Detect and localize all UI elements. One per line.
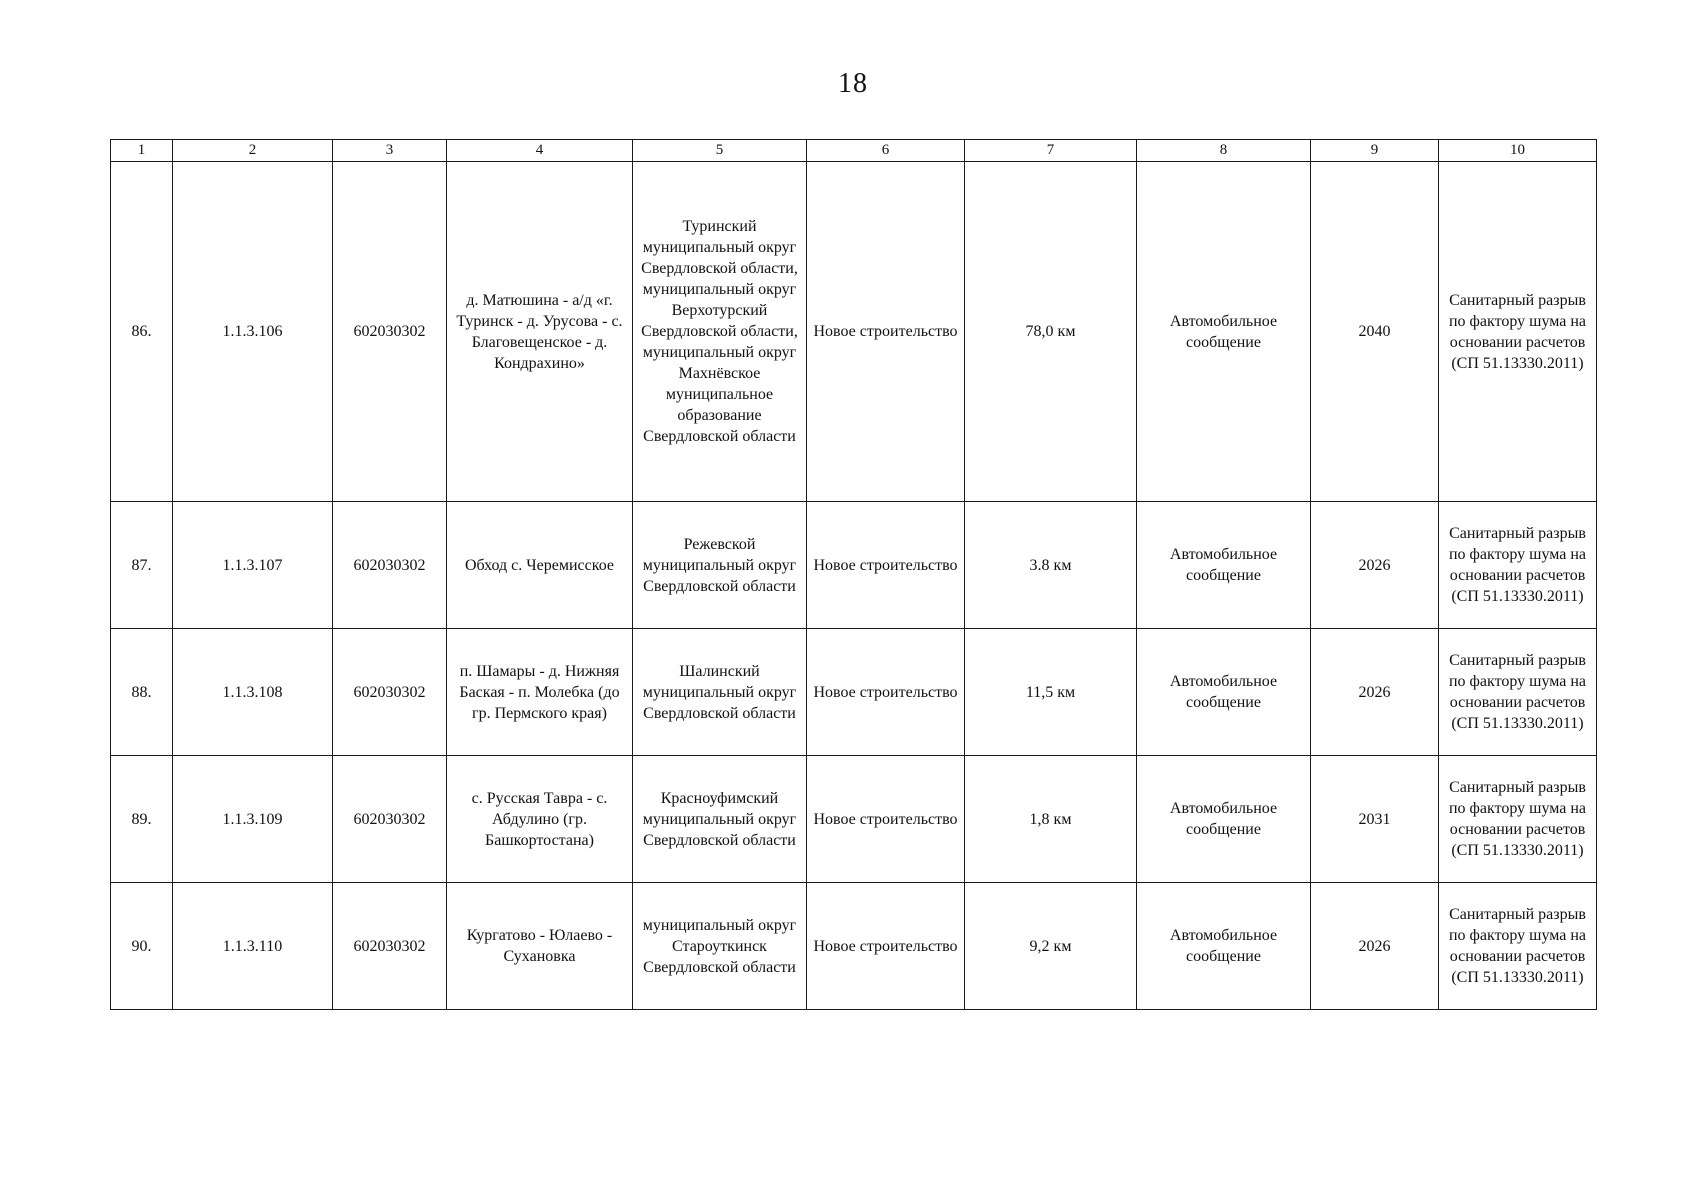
- object-code: 1.1.3.107: [173, 502, 333, 629]
- protection-zone: Санитарный разрыв по фактору шума на основании расчетов (СП 51.13330.2011): [1439, 629, 1597, 756]
- class-code: 602030302: [333, 502, 447, 629]
- class-code: 602030302: [333, 756, 447, 883]
- object-name: Кургатово - Юлаево - Сухановка: [447, 883, 633, 1010]
- table-row: [111, 629, 1597, 756]
- object-location: муниципальный округ Староуткинск Свердловской области: [633, 883, 807, 1010]
- protection-zone: Санитарный разрыв по фактору шума на основании расчетов (СП 51.13330.2011): [1439, 756, 1597, 883]
- protection-zone: Санитарный разрыв по фактору шума на основании расчетов (СП 51.13330.2011): [1439, 883, 1597, 1010]
- protection-zone: Санитарный разрыв по фактору шума на основании расчетов (СП 51.13330.2011): [1439, 162, 1597, 502]
- construction-type: Новое строительство: [807, 883, 965, 1010]
- class-code: 602030302: [333, 883, 447, 1010]
- object-name: п. Шамары - д. Нижняя Баская - п. Молебка (до гр. Пермского края): [447, 629, 633, 756]
- row-number: 90.: [111, 883, 173, 1010]
- row-number: 89.: [111, 756, 173, 883]
- construction-type: Новое строительство: [807, 162, 965, 502]
- object-year: 2026: [1311, 502, 1439, 629]
- construction-type: Новое строительство: [807, 629, 965, 756]
- object-length: 1,8 км: [965, 756, 1137, 883]
- object-code: 1.1.3.109: [173, 756, 333, 883]
- table-row: [111, 883, 1597, 1010]
- row-number: 86.: [111, 162, 173, 502]
- object-code: 1.1.3.108: [173, 629, 333, 756]
- header-col-2: 2: [173, 140, 333, 162]
- object-year: 2031: [1311, 756, 1439, 883]
- row-number: 88.: [111, 629, 173, 756]
- header-col-9: 9: [1311, 140, 1439, 162]
- object-year: 2026: [1311, 629, 1439, 756]
- table-body: [111, 162, 1597, 1010]
- object-name: д. Матюшина - а/д «г. Туринск - д. Урусова - с. Благовещенское - д. Кондрахино»: [447, 162, 633, 502]
- class-code: 602030302: [333, 162, 447, 502]
- table-row: [111, 756, 1597, 883]
- page-number: 18: [838, 68, 868, 99]
- row-number: 87.: [111, 502, 173, 629]
- object-code: 1.1.3.110: [173, 883, 333, 1010]
- header-col-10: 10: [1439, 140, 1597, 162]
- object-location: Режевской муниципальный округ Свердловской области: [633, 502, 807, 629]
- object-location: Красноуфимский муниципальный округ Свердловской области: [633, 756, 807, 883]
- object-code: 1.1.3.106: [173, 162, 333, 502]
- header-col-4: 4: [447, 140, 633, 162]
- object-length: 9,2 км: [965, 883, 1137, 1010]
- object-length: 3.8 км: [965, 502, 1137, 629]
- header-col-3: 3: [333, 140, 447, 162]
- object-purpose: Автомобильное сообщение: [1137, 502, 1311, 629]
- object-location: Шалинский муниципальный округ Свердловской области: [633, 629, 807, 756]
- object-location: Туринский муниципальный округ Свердловской области, муниципальный округ Верхотурский Свердловской области, муниципальный округ Махнёвское муниципальное образование Свердловской области: [633, 162, 807, 502]
- object-purpose: Автомобильное сообщение: [1137, 883, 1311, 1010]
- object-name: Обход с. Черемисское: [447, 502, 633, 629]
- header-row: [111, 140, 1597, 162]
- object-length: 78,0 км: [965, 162, 1137, 502]
- header-col-8: 8: [1137, 140, 1311, 162]
- object-purpose: Автомобильное сообщение: [1137, 629, 1311, 756]
- objects-table: [110, 139, 1597, 1010]
- object-year: 2026: [1311, 883, 1439, 1010]
- header-col-7: 7: [965, 140, 1137, 162]
- object-name: с. Русская Тавра - с. Абдулино (гр. Башкортостана): [447, 756, 633, 883]
- header-col-5: 5: [633, 140, 807, 162]
- construction-type: Новое строительство: [807, 502, 965, 629]
- class-code: 602030302: [333, 629, 447, 756]
- object-purpose: Автомобильное сообщение: [1137, 756, 1311, 883]
- table-header: [111, 140, 1597, 162]
- protection-zone: Санитарный разрыв по фактору шума на основании расчетов (СП 51.13330.2011): [1439, 502, 1597, 629]
- construction-type: Новое строительство: [807, 756, 965, 883]
- header-col-1: 1: [111, 140, 173, 162]
- object-year: 2040: [1311, 162, 1439, 502]
- object-length: 11,5 км: [965, 629, 1137, 756]
- object-purpose: Автомобильное сообщение: [1137, 162, 1311, 502]
- header-col-6: 6: [807, 140, 965, 162]
- table-row: [111, 502, 1597, 629]
- table-row: [111, 162, 1597, 502]
